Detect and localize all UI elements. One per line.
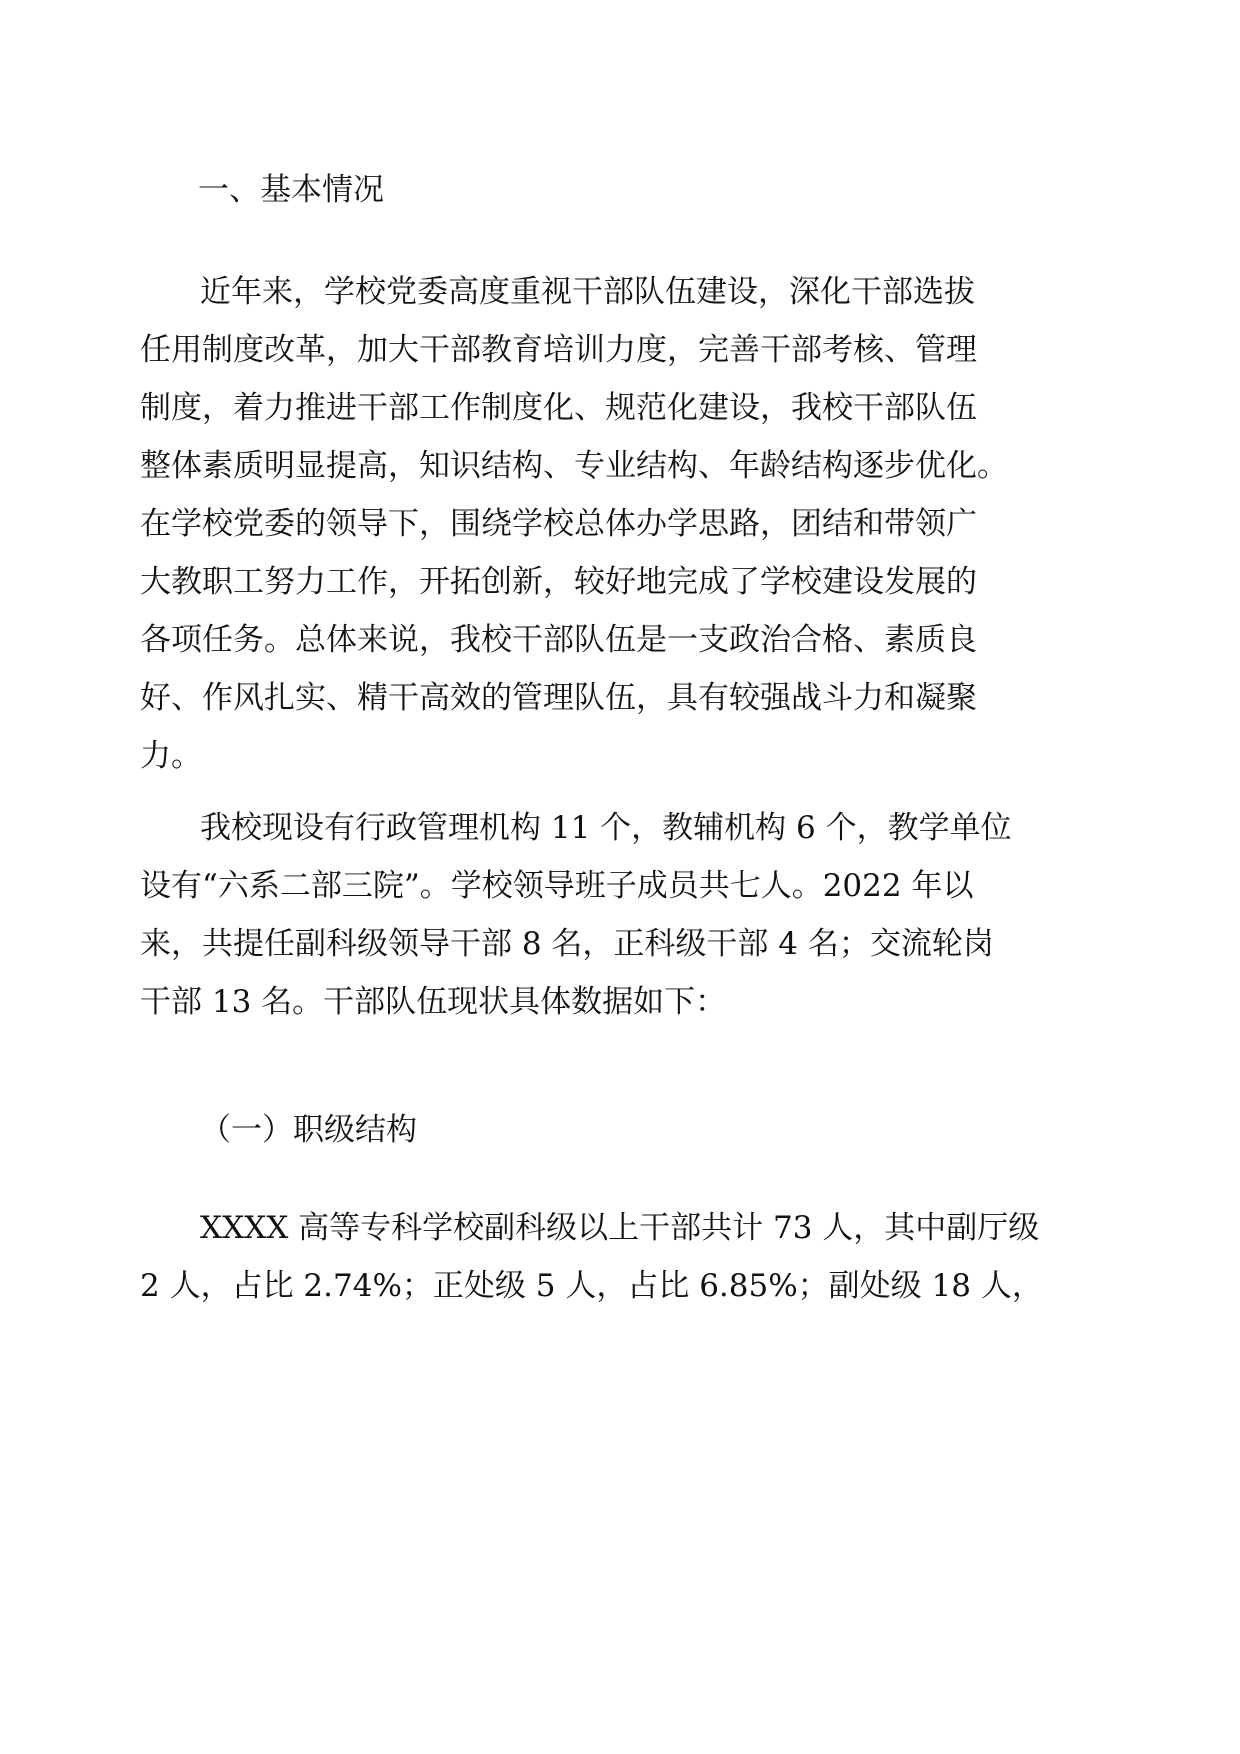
paragraph-line: 整体素质明显提高，知识结构、专业结构、年龄结构逐步优化。 bbox=[140, 448, 1008, 484]
paragraph-line: 制度，着力推进干部工作制度化、规范化建设，我校干部队伍 bbox=[140, 390, 977, 426]
paragraph-line: 设有“六系二部三院”。学校领导班子成员共七人。2022 年以 bbox=[140, 868, 974, 904]
paragraph-line: 来，共提任副科级领导干部 8 名，正科级干部 4 名；交流轮岗 bbox=[140, 926, 994, 962]
paragraph-line: 好、作风扎实、精干高效的管理队伍，具有较强战斗力和凝聚 bbox=[140, 680, 977, 716]
section-heading: 一、基本情况 bbox=[198, 172, 384, 208]
paragraph-line: 近年来，学校党委高度重视干部队伍建设，深化干部选拔 bbox=[200, 274, 975, 310]
subheading: （一）职级结构 bbox=[200, 1112, 417, 1148]
paragraph-line: 任用制度改革，加大干部教育培训力度，完善干部考核、管理 bbox=[140, 332, 977, 368]
paragraph-line: 力。 bbox=[140, 738, 202, 774]
paragraph-line: 在学校党委的领导下，围绕学校总体办学思路，团结和带领广 bbox=[140, 506, 977, 542]
paragraph-line: 我校现设有行政管理机构 11 个，教辅机构 6 个，教学单位 bbox=[200, 810, 1012, 846]
paragraph-line: 各项任务。总体来说，我校干部队伍是一支政治合格、素质良 bbox=[140, 622, 977, 658]
paragraph-line: XXXX 高等专科学校副科级以上干部共计 73 人，其中副厅级 bbox=[200, 1210, 1040, 1246]
paragraph-line: 2 人，占比 2.74%；正处级 5 人，占比 6.85%；副处级 18 人， bbox=[140, 1268, 1043, 1304]
paragraph-line: 大教职工努力工作，开拓创新，较好地完成了学校建设发展的 bbox=[140, 564, 977, 600]
paragraph-line: 干部 13 名。干部队伍现状具体数据如下： bbox=[140, 984, 727, 1020]
